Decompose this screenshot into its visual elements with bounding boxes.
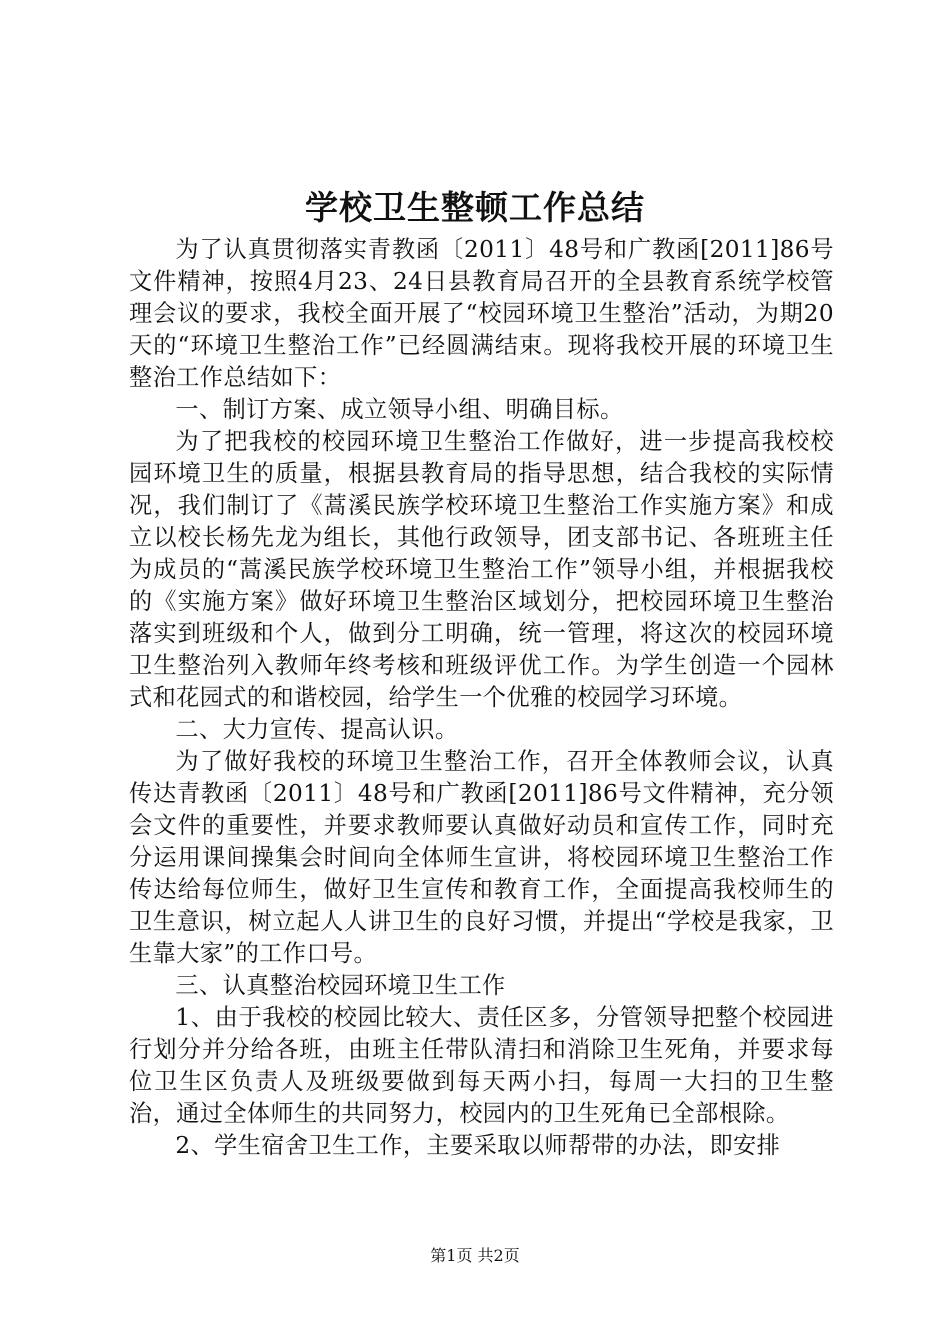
page-footer: 第1页 共2页 bbox=[430, 1246, 520, 1265]
intro-paragraph: 为了认真贯彻落实青教函〔2011〕48号和广教函[2011]86号文件精神，按照4月23、24日县教育局召开的全县教育系统学校管理会议的要求，我校全面开展了“校园环境卫生整治”活动，为期20天的“环境卫生整治工作”已经圆满结束。现将我校开展的环境卫生整治工作总结如下： bbox=[129, 236, 834, 391]
section-1-paragraph: 为了把我校的校园环境卫生整治工作做好，进一步提高我校校园环境卫生的质量，根据县教育局的指导思想，结合我校的实际情况，我们制订了《蒿溪民族学校环境卫生整治工作实施方案》和成立以校长杨先龙为组长，其他行政领导，团支部书记、各班班主任为成员的“蒿溪民族学校环境卫生整治工作”领导小组，并根据我校的《实施方案》做好环境卫生整治区域划分，把校园环境卫生整治落实到班级和个人，做到分工明确，统一管理，将这次的校园环境卫生整治列入教师年终考核和班级评优工作。为学生创造一个园林式和花园式的和谐校园，给学生一个优雅的校园学习环境。 bbox=[129, 428, 834, 711]
section-3-heading: 三、认真整治校园环境卫生工作 bbox=[175, 972, 506, 999]
section-1-heading: 一、制订方案、成立领导小组、明确目标。 bbox=[175, 396, 624, 423]
document-body bbox=[129, 234, 834, 1162]
section-3-item-2: 2、学生宿舍卫生工作，主要采取以师帮带的办法，即安排 bbox=[175, 1132, 781, 1159]
section-3-item-1: 1、由于我校的校园比较大、责任区多，分管领导把整个校园进行划分并分给各班，由班主任带队清扫和消除卫生死角，并要求每位卫生区负责人及班级要做到每天两小扫，每周一大扫的卫生整治，通过全体师生的共同努力，校园内的卫生死角已全部根除。 bbox=[129, 1004, 834, 1127]
document-title: 学校卫生整顿工作总结 bbox=[305, 188, 645, 227]
section-2-heading: 二、大力宣传、提高认识。 bbox=[175, 716, 459, 743]
section-2-paragraph: 为了做好我校的环境卫生整治工作，召开全体教师会议，认真传达青教函〔2011〕48号和广教函[2011]86号文件精神，充分领会文件的重要性，并要求教师要认真做好动员和宣传工作，同时充分运用课间操集会时间向全体师生宣讲，将校园环境卫生整治工作传达给每位师生，做好卫生宣传和教育工作，全面提高我校师生的卫生意识，树立起人人讲卫生的良好习惯，并提出“学校是我家，卫生靠大家”的工作口号。 bbox=[129, 748, 834, 967]
